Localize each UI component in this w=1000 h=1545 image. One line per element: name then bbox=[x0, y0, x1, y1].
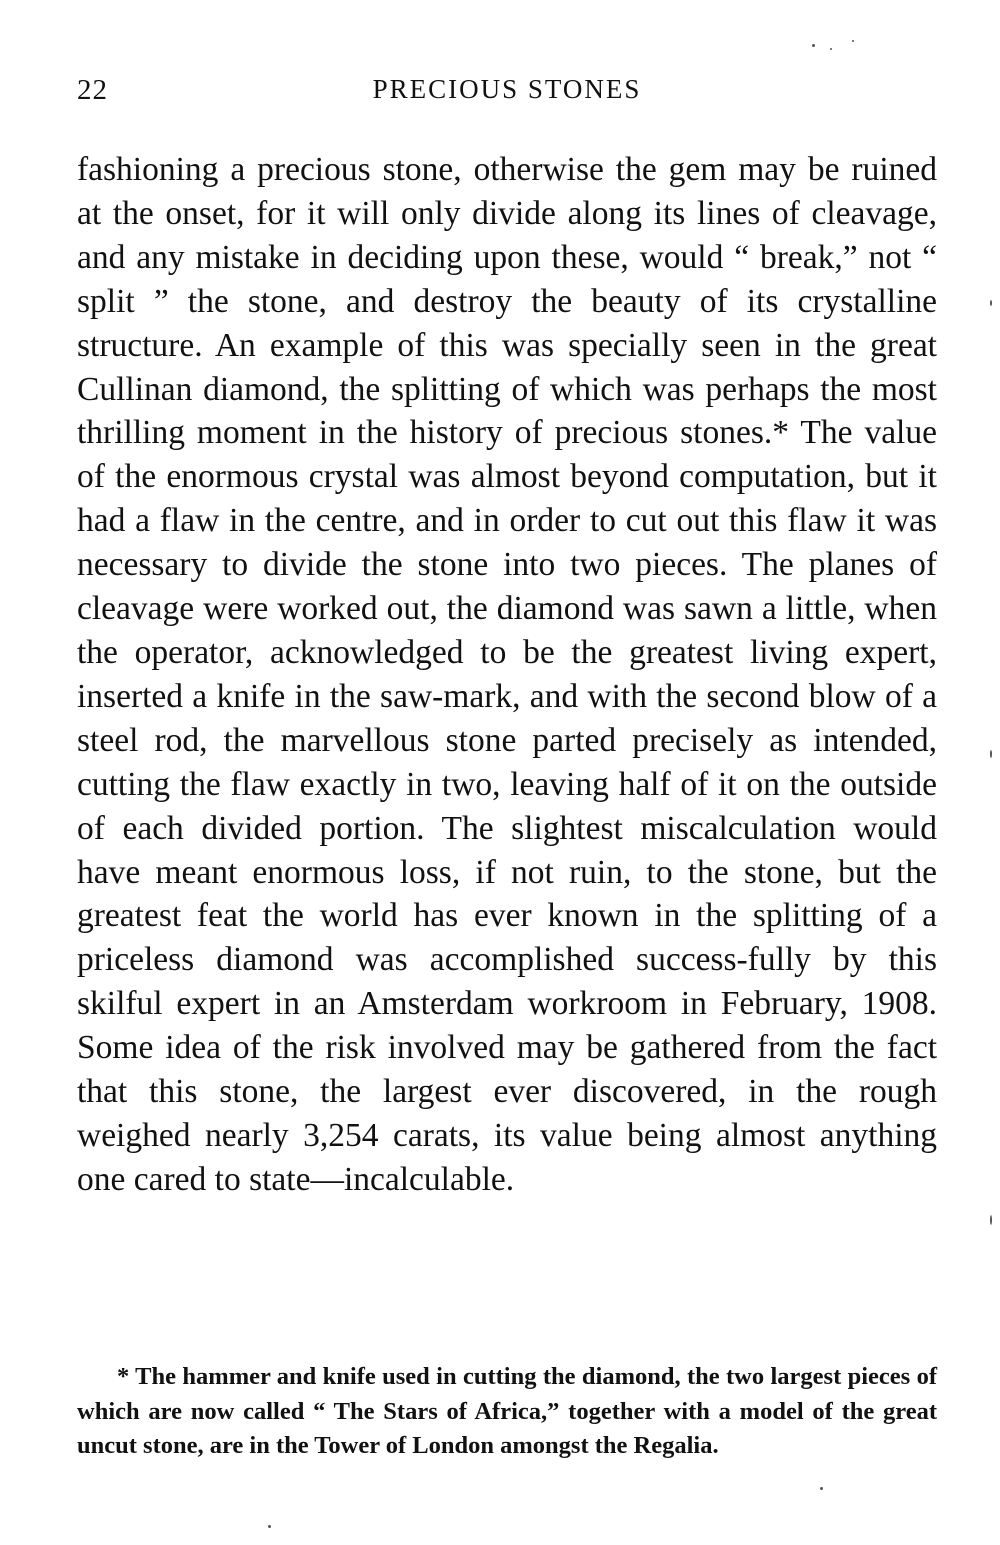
scan-speck bbox=[830, 48, 832, 50]
page-number: 22 bbox=[77, 74, 108, 106]
scan-speck bbox=[990, 750, 992, 758]
scan-speck bbox=[820, 1487, 823, 1490]
footnote: * The hammer and knife used in cutting the diamond, the two largest pieces of which are now called “ The Stars of Africa,” together with a model of the great uncut stone, are in the Tower of London amongst the Regalia. bbox=[77, 1363, 937, 1459]
scan-speck bbox=[812, 44, 815, 47]
running-title: PRECIOUS STONES bbox=[372, 74, 642, 104]
scan-speck bbox=[852, 40, 854, 42]
body-paragraph: fashioning a precious stone, otherwise the gem may be ruined at the onset, for it will only divide along its lines of cleavage, and any mistake in deciding upon these, would “ break,” not “ split ” the stone, and destroy the beauty of its crystalline structure. An example of this was specially seen in the great Cullinan diamond, the splitting of which was perhaps the most thrilling moment in the history of precious stones.* The value of the enormous crystal was almost beyond computation, but it had a flaw in the centre, and in order to cut out this flaw it was necessary to divide the stone into two pieces. The planes of cleavage were worked out, the diamond was sawn a little, when the operator, acknowledged to be the greatest living expert, inserted a knife in the saw-mark, and with the second blow of a steel rod, the marvellous stone parted precisely as intended, cutting the flaw exactly in two, leaving half of it on the outside of each divided portion. The slightest miscalculation would have meant enormous loss, if not ruin, to the stone, but the greatest feat the world has ever known in the splitting of a priceless diamond was accomplished success-fully by this skilful expert in an Amsterdam workroom in February, 1908. Some idea of the risk involved may be gathered from the fact that this stone, the largest ever discovered, in the rough weighed nearly 3,254 carats, its value being almost anything one cared to state—incalculable. bbox=[77, 151, 937, 1198]
scan-speck bbox=[268, 1525, 271, 1528]
page-header bbox=[77, 74, 937, 114]
scan-speck bbox=[990, 300, 992, 306]
scan-speck bbox=[990, 1215, 992, 1225]
